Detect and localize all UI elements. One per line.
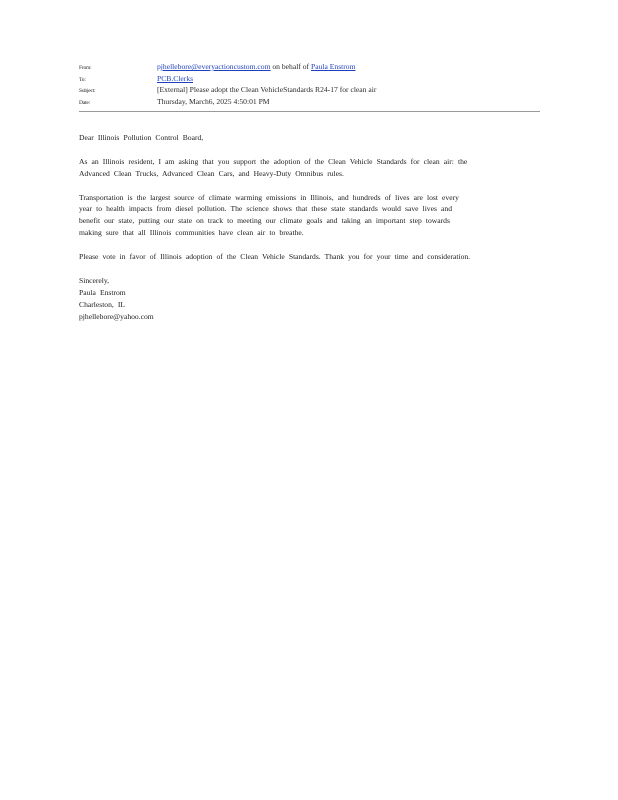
date-value: Thursday, March6, 2025 4:50:01 PM (157, 96, 270, 106)
from-email-link[interactable]: pjhellebore@everyactioncustom.com (157, 62, 271, 71)
header-divider (79, 111, 540, 112)
from-value (157, 62, 356, 71)
paragraph-2-line-4: making sure that all Illinois communities have clean air to breathe. (79, 228, 304, 238)
signature-city: Charleston, IL (79, 299, 126, 309)
date-row (79, 97, 539, 109)
paragraph-gap (79, 239, 527, 251)
to-label: To: (79, 76, 86, 83)
paragraph-2-line-1: Transportation is the largest source of climate warming emissions in Illinois, and hundreds of lives are lost every (79, 192, 459, 202)
from-label: From: (79, 65, 92, 71)
from-row (79, 62, 539, 74)
paragraph-gap (79, 144, 527, 156)
email-header (79, 62, 539, 108)
from-name-link[interactable]: Paula Enstrom (310, 62, 356, 71)
to-row (79, 74, 539, 86)
subject-row (79, 85, 539, 97)
paragraph-2-line-3: benefit our state, putting our state on track to meeting our climate goals and taking an important step towards (79, 216, 450, 226)
paragraph-1-line-1: As an Illinois resident, I am asking that you support the adoption of the Clean Vehicle Standards for clean air: the (79, 156, 468, 166)
from-middle-text: on behalf of (270, 62, 311, 71)
date-label: Date: (79, 99, 90, 106)
paragraph-2-line-2: year to health impacts from diesel pollution. The science shows that these state standards would save lives and (79, 204, 452, 214)
signature-name: Paula Enstrom (79, 287, 126, 297)
salutation: Dear Illinois Pollution Control Board, (79, 133, 204, 142)
paragraph-3-line-1: Please vote in favor of Illinois adoption of the Clean Vehicle Standards. Thank you for your time and consideration. (79, 252, 471, 262)
closing: Sincerely, (79, 275, 110, 285)
paragraph-gap (79, 180, 527, 192)
subject-label: Subject: (79, 88, 96, 94)
paragraph-1-line-2: Advanced Clean Trucks, Advanced Clean Cars, and Heavy-Duty Omnibus rules. (79, 168, 344, 178)
subject-value: [External] Please adopt the Clean VehicleStandards R24-17 for clean air (157, 85, 377, 94)
to-recipient-link[interactable]: PCB.Clerks (157, 73, 194, 83)
signature-email: pjhellebore@yahoo.com (79, 311, 154, 321)
paragraph-gap (79, 263, 527, 275)
letter-body (79, 132, 527, 322)
